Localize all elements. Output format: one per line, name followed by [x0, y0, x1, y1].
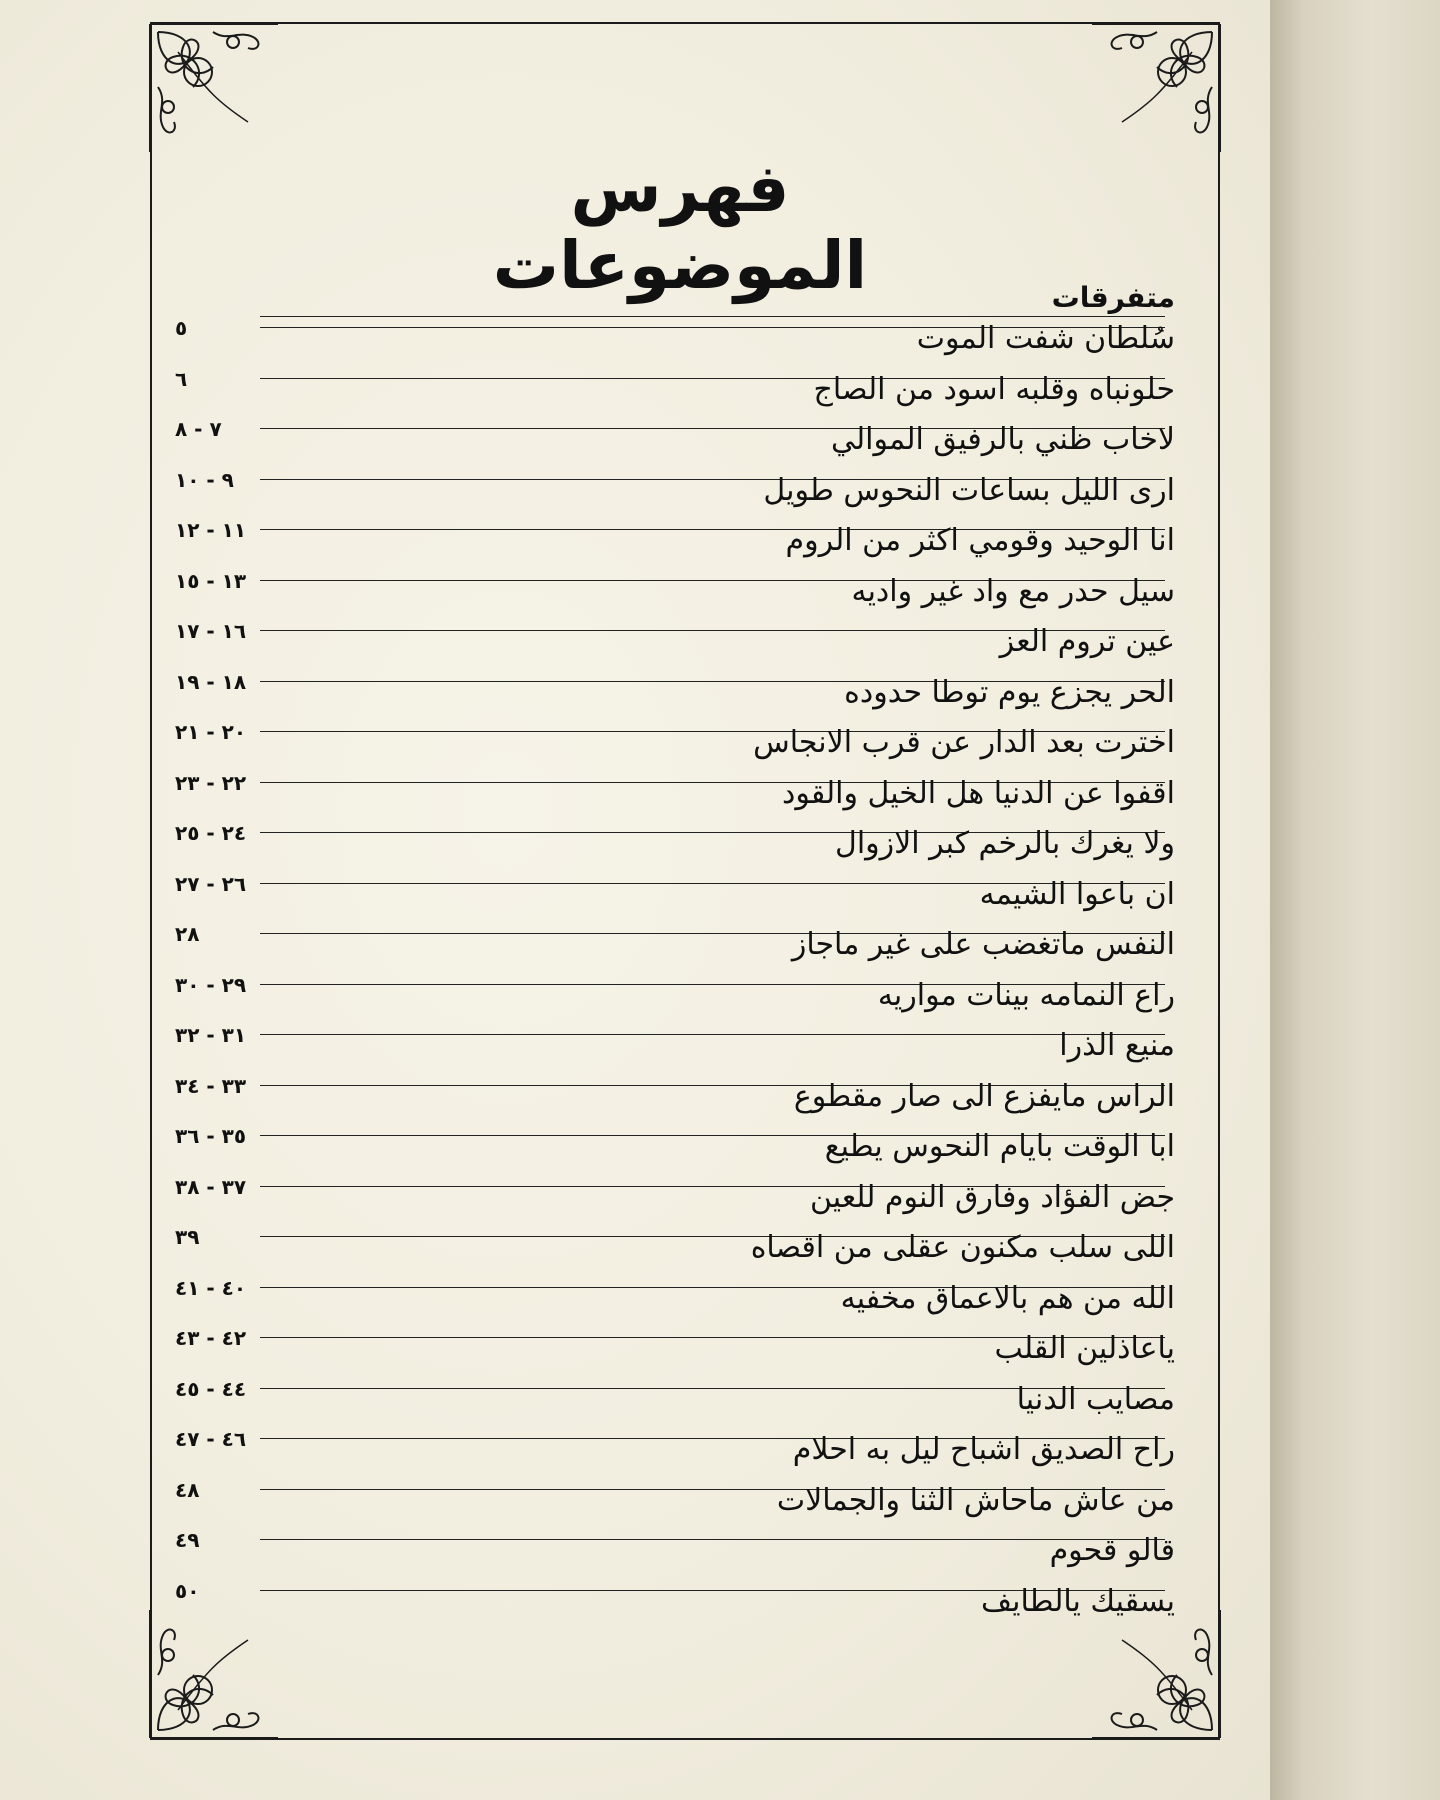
toc-entry-title: اللى سلب مكنون عقلى من اقصاه	[750, 1230, 1175, 1265]
toc-entry	[175, 1327, 1175, 1378]
toc-entry-title: حلونباه وقلبه اسود من الصاج	[813, 371, 1175, 407]
toc-entry-page-number: ٥٠	[175, 1578, 200, 1603]
toc-entry	[175, 1479, 1175, 1530]
toc-entry-page-number: ٧ - ٨	[175, 417, 222, 441]
toc-entry-page-number: ٤٤ - ٤٥	[175, 1376, 247, 1401]
toc-entry-title: منيع الذرا	[1059, 1028, 1175, 1063]
toc-entry	[175, 1075, 1175, 1126]
toc-entry-title: قالو قحوم	[1049, 1533, 1175, 1568]
toc-entry-page-number: ١٦ - ١٧	[175, 619, 247, 643]
toc-entry	[175, 1580, 1175, 1631]
toc-entry-title: انا الوحيد وقومي اكثر من الروم	[785, 523, 1175, 558]
toc-entry	[175, 1277, 1175, 1328]
toc-entry-title: ارى الليل بساعات النحوس طويل	[763, 472, 1175, 508]
toc-entry-title: اخترت بعد الدار عن قرب الانجاس	[753, 725, 1175, 760]
toc-entry-page-number: ٢٨	[175, 922, 200, 946]
toc-entry	[175, 1529, 1175, 1580]
toc-entry	[175, 418, 1175, 469]
toc-entry-title: راح الصديق اشباح ليل به احلام	[792, 1432, 1175, 1467]
toc-entry-leader-line	[260, 1539, 1165, 1540]
toc-entry	[175, 1378, 1175, 1429]
toc-entry-page-number: ١٣ - ١٥	[175, 568, 247, 593]
toc-entry	[175, 368, 1175, 419]
toc-entry-page-number: ٢٢ - ٢٣	[175, 770, 247, 795]
toc-entry-title: ابا الوقت بايام النحوس يطيع	[824, 1129, 1175, 1164]
toc-entry	[175, 620, 1175, 671]
section-heading: متفرقات	[1051, 281, 1175, 314]
toc-entry-page-number: ٤٨	[175, 1477, 200, 1502]
toc-entry-title: لاخاب ظني بالرفيق الموالي	[831, 422, 1175, 457]
page-title: فهرس الموضوعات	[492, 150, 868, 304]
toc-entry	[175, 772, 1175, 823]
toc-entries	[175, 317, 1175, 1630]
toc-entry-title: سيل حدر مع واد غير واديه	[851, 573, 1175, 609]
toc-entry	[175, 1024, 1175, 1075]
toc-entry	[175, 1226, 1175, 1277]
adjacent-page	[1270, 0, 1440, 1800]
toc-entry-title: راع النمامه بينات مواريه	[877, 977, 1175, 1013]
toc-entry-title: اقفوا عن الدنيا هل الخيل والقود	[781, 775, 1175, 811]
toc-entry-page-number: ٣٣ - ٣٤	[175, 1073, 247, 1098]
toc-entry-title: ياعاذلين القلب	[994, 1331, 1175, 1366]
toc-entry	[175, 822, 1175, 873]
toc-entry-page-number: ٤٠ - ٤١	[175, 1275, 247, 1300]
toc-entry-title: الراس مايفزع الى صار مقطوع	[793, 1078, 1175, 1114]
toc-entry-title: يسقيك يالطايف	[981, 1583, 1175, 1619]
table-of-contents	[175, 278, 1175, 1630]
toc-entry	[175, 671, 1175, 722]
toc-entry	[175, 974, 1175, 1025]
toc-entry-title: جض الفؤاد وفارق النوم للعين	[809, 1179, 1175, 1215]
toc-entry-page-number: ٤٢ - ٤٣	[175, 1326, 247, 1350]
toc-entry-page-number: ٣١ - ٣٢	[175, 1023, 247, 1047]
toc-entry-page-number: ٤٦ - ٤٧	[175, 1427, 247, 1451]
toc-entry	[175, 873, 1175, 924]
toc-entry-page-number: ٢٩ - ٣٠	[175, 972, 247, 997]
toc-entry-page-number: ٢٦ - ٢٧	[175, 871, 247, 896]
toc-entry	[175, 469, 1175, 520]
toc-entry-page-number: ١١ - ١٢	[175, 518, 247, 542]
toc-entry-page-number: ٣٥ - ٣٦	[175, 1124, 247, 1148]
corner-ornament-top-right	[1082, 12, 1232, 162]
toc-entry-page-number: ٤٩	[175, 1528, 200, 1552]
toc-entry-page-number: ٢٠ - ٢١	[175, 720, 247, 744]
toc-entry-page-number: ٩ - ١٠	[175, 467, 234, 492]
toc-entry-title: ولا يغرك بالرخم كبر الازوال	[835, 826, 1175, 861]
toc-entry-page-number: ١٨ - ١٩	[175, 669, 247, 694]
toc-entry-page-number: ٣٧ - ٣٨	[175, 1174, 247, 1199]
toc-entry-title: مصايب الدنيا	[1016, 1381, 1175, 1417]
toc-entry-page-number: ٦	[175, 366, 188, 391]
toc-entry	[175, 570, 1175, 621]
toc-entry-page-number: ٥	[175, 316, 188, 340]
toc-entry	[175, 1125, 1175, 1176]
toc-entry-title: الله من هم بالاعماق مخفيه	[840, 1280, 1175, 1316]
toc-entry	[175, 721, 1175, 772]
toc-entry-title: سُلطان شفت الموت	[916, 321, 1175, 356]
toc-entry-page-number: ٢٤ - ٢٥	[175, 821, 247, 845]
toc-entry-title: عين تروم العز	[999, 624, 1175, 659]
corner-ornament-top-left	[138, 12, 288, 162]
toc-entry	[175, 923, 1175, 974]
toc-entry-leader-line	[260, 1034, 1165, 1035]
toc-entry	[175, 519, 1175, 570]
toc-entry	[175, 1176, 1175, 1227]
toc-entry-title: النفس ماتغضب على غير ماجاز	[791, 927, 1175, 962]
toc-entry-page-number: ٣٩	[175, 1225, 200, 1249]
toc-entry	[175, 317, 1175, 368]
toc-entry-title: من عاش ماحاش الثنا والجمالات	[776, 1482, 1175, 1518]
toc-entry	[175, 1428, 1175, 1479]
toc-entry-title: ان باعوا الشيمه	[979, 876, 1175, 912]
toc-entry-title: الحر يجزع يوم توطا حدوده	[844, 674, 1175, 710]
